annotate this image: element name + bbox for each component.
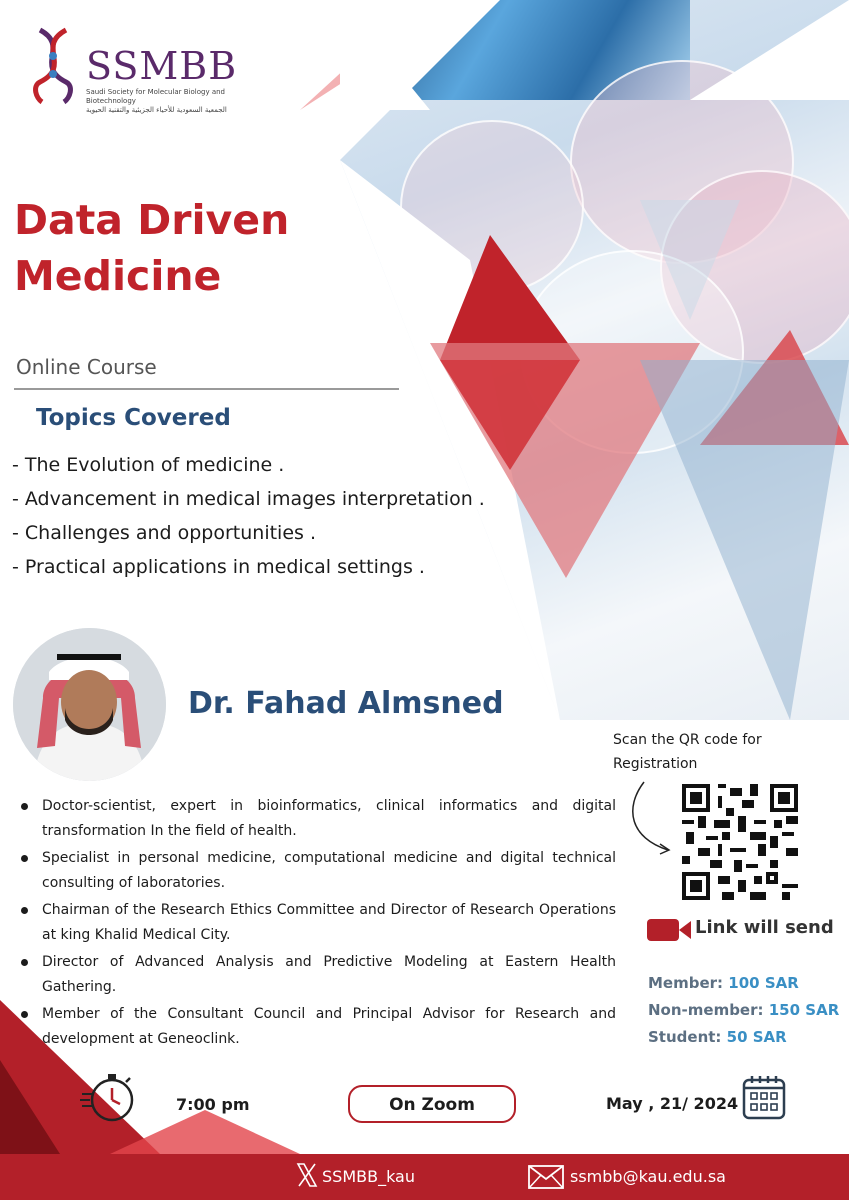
- platform-badge: On Zoom: [348, 1085, 516, 1123]
- price-value: 100 SAR: [728, 974, 799, 992]
- topics-heading: Topics Covered: [36, 405, 231, 431]
- price-member: [648, 970, 839, 997]
- topic-item: - Practical applications in medical settings .: [12, 556, 425, 578]
- price-student: [648, 1024, 839, 1051]
- logo-subtitle-ar: الجمعية السعودية للأحياء الجزيئية والتقنية الحيوية: [86, 106, 227, 114]
- topic-item: - Advancement in medical images interpretation .: [12, 488, 485, 510]
- arrow-icon: [624, 778, 674, 858]
- bio-item: Director of Advanced Analysis and Predictive Modeling at Eastern Health Gathering.: [18, 950, 616, 1000]
- speaker-name: Dr. Fahad Almsned: [188, 686, 504, 721]
- topics-list: [12, 448, 485, 584]
- price-label: Member:: [648, 974, 724, 992]
- bio-item: Specialist in personal medicine, computational medicine and digital technical consulting of laboratories.: [18, 846, 616, 896]
- scan-qr-text: Scan the QR code for Registration: [613, 732, 762, 772]
- price-label: Student:: [648, 1028, 722, 1046]
- social-handle-link[interactable]: SSMBB_kau: [322, 1167, 415, 1186]
- speaker-bio-list: [18, 794, 616, 1054]
- bio-item: Chairman of the Research Ethics Committee and Director of Research Operations at king Khalid Medical City.: [18, 898, 616, 948]
- event-time: 7:00 pm: [176, 1095, 250, 1114]
- logo-subtitle: [86, 88, 246, 115]
- price-nonmember: [648, 997, 839, 1024]
- registration-link-text: Link will send: [695, 917, 834, 938]
- bio-item: Member of the Consultant Council and Principal Advisor for Research and development at Geneoclink.: [18, 1002, 616, 1052]
- x-logo-icon[interactable]: [296, 1162, 318, 1188]
- calendar-icon: [742, 1074, 786, 1120]
- price-value: 50 SAR: [726, 1028, 787, 1046]
- stopwatch-icon: [80, 1068, 138, 1126]
- topic-item: - The Evolution of medicine .: [12, 454, 285, 476]
- price-value: 150 SAR: [768, 1001, 840, 1019]
- course-title-line1: Data Driven: [14, 196, 290, 244]
- course-type: Online Course: [16, 355, 157, 379]
- course-title-line2: Medicine: [14, 252, 222, 300]
- qr-code[interactable]: [682, 784, 798, 900]
- ssmbb-logo-icon: [30, 26, 78, 106]
- mail-icon[interactable]: [528, 1165, 564, 1189]
- bio-item: Doctor-scientist, expert in bioinformatics, clinical informatics and digital transformation In the field of health.: [18, 794, 616, 844]
- email-link[interactable]: ssmbb@kau.edu.sa: [570, 1167, 726, 1186]
- video-camera-icon: [647, 917, 693, 943]
- divider: [14, 388, 399, 390]
- logo-name: SSMBB: [86, 44, 238, 88]
- event-date: May , 21/ 2024: [606, 1094, 739, 1113]
- course-title: [14, 192, 289, 304]
- price-list: [648, 970, 839, 1051]
- speaker-avatar: [13, 628, 166, 781]
- logo-subtitle-en: Saudi Society for Molecular Biology and Biotechnology: [86, 88, 226, 105]
- price-label: Non-member:: [648, 1001, 764, 1019]
- topic-item: - Challenges and opportunities .: [12, 522, 316, 544]
